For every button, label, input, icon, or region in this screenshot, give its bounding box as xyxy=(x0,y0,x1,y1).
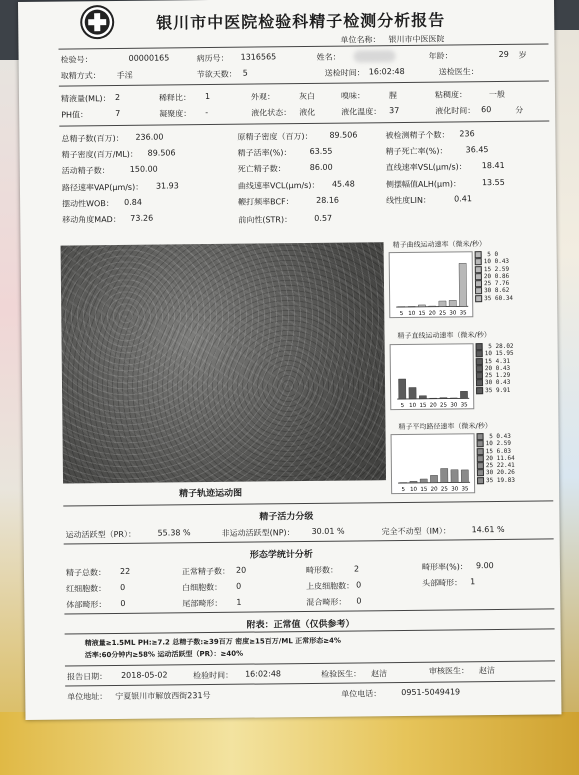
activity-rate-label: 精子活率(%)： xyxy=(237,148,292,158)
chart-vap-svg xyxy=(392,434,475,493)
chart-vsl-svg xyxy=(391,344,474,409)
chart-bar xyxy=(430,398,437,399)
age-unit: 岁 xyxy=(518,50,527,60)
abnormal-label: 畸形数： xyxy=(305,565,339,576)
divider xyxy=(65,680,555,686)
abnormal-value: 2 xyxy=(353,564,360,574)
image-caption: 精子轨迹运动图 xyxy=(179,488,243,500)
reference-line1: 精液量≥1.5ML PH:≥7.2 总精子数:≥39百万 密度≥15百万/ML 正常形态≥4% xyxy=(84,636,341,648)
chart-bar xyxy=(400,482,407,483)
np-value: 30.01 % xyxy=(311,526,345,536)
chart-tick-label: 25 xyxy=(440,486,448,493)
legend-entry xyxy=(475,295,513,303)
chart-bar xyxy=(398,306,405,307)
background-bottom xyxy=(0,712,579,775)
chart-title-vsl: 精子直线运动速率（微米/秒） xyxy=(397,331,491,341)
hospital-logo-icon xyxy=(80,5,114,39)
abstinence-label: 节欲天数： xyxy=(196,69,237,80)
legend-swatch xyxy=(477,462,484,469)
report-paper xyxy=(18,0,561,720)
divider xyxy=(63,500,553,506)
chart-tick-label: 15 xyxy=(419,402,427,409)
chart-bar xyxy=(451,470,458,483)
normal-value: 20 xyxy=(235,565,247,575)
mad-label: 移动角度MAD： xyxy=(62,214,121,225)
head-label: 头部畸形： xyxy=(422,578,463,588)
total-label: 总精子数(百万)： xyxy=(61,133,124,144)
chart-tick-label: 30 xyxy=(450,402,458,409)
legend-text: 30 20.26 xyxy=(485,469,515,477)
method-label: 取精方式： xyxy=(60,71,101,81)
chart-bar xyxy=(408,306,415,307)
appearance-label: 外观： xyxy=(250,92,276,102)
bcf-value: 28.16 xyxy=(316,195,340,205)
morphology-title: 形态学统计分析 xyxy=(249,549,313,561)
test-doctor-label: 检验医生： xyxy=(321,669,362,679)
chart-tick-label: 10 xyxy=(409,402,417,409)
chart-bar xyxy=(429,306,436,307)
active-count-label: 活动精子数： xyxy=(61,166,110,176)
sample-no: 00000165 xyxy=(128,53,170,63)
liq-time-value: 60 xyxy=(481,105,492,115)
legend-swatch xyxy=(475,295,482,302)
chart-tick-label: 20 xyxy=(429,402,437,409)
phone-value: 0951-5049419 xyxy=(401,687,461,698)
legend-swatch xyxy=(475,266,482,273)
viscosity-value: 一般 xyxy=(488,89,506,100)
liquefaction-label: 液化状态： xyxy=(251,108,292,118)
lin-value: 0.41 xyxy=(454,194,472,204)
tail-label: 尾部畸形： xyxy=(182,598,223,609)
im-value: 14.61 % xyxy=(471,524,505,535)
chart-tick-label: 30 xyxy=(449,310,457,317)
chart-tick-label: 35 xyxy=(461,486,469,493)
chart-title-vap: 精子平均路径速率（微米/秒） xyxy=(398,422,492,432)
divider xyxy=(64,608,554,614)
mixed-value: 0 xyxy=(356,596,362,606)
report-time-label: 报告日期： xyxy=(67,672,108,682)
liq-temp-label: 液化温度： xyxy=(341,107,382,117)
unit-label: 单位名称： xyxy=(340,35,381,45)
chart-tick-label: 5 xyxy=(400,402,405,410)
rbc-label: 红细胞数： xyxy=(66,584,107,594)
chart-bar xyxy=(461,470,468,483)
reference-line2: 活率:60分钟内≥58% 运动活跃型（PR）：≥40% xyxy=(84,649,244,660)
legend-swatch xyxy=(476,365,483,372)
test-time-value: 16:02:48 xyxy=(245,669,282,679)
reference-title: 附表：正常值（仅供参考） xyxy=(246,619,355,631)
dilution-value: 1 xyxy=(204,91,211,102)
legend-swatch xyxy=(475,258,482,265)
legend-text: 30 8.62 xyxy=(484,287,510,295)
chart-vcl-svg xyxy=(390,252,473,317)
orig-density-label: 原精子密度（百万)： xyxy=(237,131,313,142)
legend-swatch xyxy=(475,280,482,287)
detected-label: 被检测精子个数： xyxy=(385,130,450,141)
record-no: 1316565 xyxy=(240,52,277,62)
legend-text: 25 1.29 xyxy=(484,372,511,380)
abnormal-rate-label: 畸形率(%)： xyxy=(421,562,468,572)
chart-vsl xyxy=(390,343,475,410)
dead-count-label: 死亡精子数： xyxy=(237,164,286,174)
legend-text: 5 28.02 xyxy=(484,342,514,351)
chart-vcl-legend xyxy=(475,251,513,302)
chart-bar xyxy=(450,398,457,399)
chart-tick-label: 5 xyxy=(401,486,406,494)
detected-value: 236 xyxy=(459,129,475,139)
legend-text: 20 11.64 xyxy=(485,454,515,463)
str-label: 前向性(STR)： xyxy=(238,215,293,225)
age-label: 年龄： xyxy=(428,51,453,61)
wob-value: 0.84 xyxy=(124,197,142,207)
chart-tick-label: 20 xyxy=(430,486,438,493)
pr-value: 55.38 % xyxy=(157,528,191,538)
legend-swatch xyxy=(476,343,483,350)
liq-temp-value: 37 xyxy=(389,106,400,116)
chart-tick-label: 35 xyxy=(460,402,468,409)
activity-rate-value: 63.55 xyxy=(309,146,333,156)
volume-value: 2 xyxy=(114,92,121,102)
legend-swatch xyxy=(477,433,484,440)
morph-total-value: 22 xyxy=(119,566,131,576)
alh-value: 13.55 xyxy=(481,177,505,188)
ph-label: PH值： xyxy=(61,110,89,120)
head-value: 1 xyxy=(470,577,476,587)
chart-vsl-legend xyxy=(476,343,514,394)
legend-text: 20 0.43 xyxy=(484,364,511,373)
chart-bar xyxy=(419,396,426,399)
chart-tick-label: 35 xyxy=(459,310,467,317)
legend-swatch xyxy=(476,372,483,379)
chart-bar xyxy=(459,263,467,306)
chart-bar xyxy=(449,300,456,306)
total-value: 236.00 xyxy=(135,132,164,142)
legend-text: 15 6.03 xyxy=(485,447,512,455)
chart-title-vcl: 精子曲线运动速率（微米/秒） xyxy=(392,240,486,250)
rbc-value: 0 xyxy=(120,582,126,592)
legend-text: 35 19.83 xyxy=(485,476,515,484)
epith-value: 0 xyxy=(356,580,362,590)
sample-no-label: 检验号： xyxy=(60,55,93,65)
legend-text: 35 9.91 xyxy=(485,386,511,394)
legend-swatch xyxy=(475,288,482,295)
viscosity-label: 粘稠度： xyxy=(434,90,468,100)
density-value: 89.506 xyxy=(147,148,176,158)
chart-bar xyxy=(409,387,416,398)
orig-density-value: 89.506 xyxy=(329,130,358,140)
chart-bar xyxy=(418,305,425,307)
ph-value: 7 xyxy=(115,108,121,118)
chart-bar xyxy=(410,481,417,483)
chart-bar xyxy=(430,475,437,482)
wbc-label: 白细胞数： xyxy=(182,582,223,593)
legend-swatch xyxy=(477,448,484,455)
legend-entry xyxy=(476,387,514,395)
death-rate-label: 精子死亡率(%)： xyxy=(385,146,448,157)
vcl-value: 45.48 xyxy=(331,179,355,189)
chart-vap-legend xyxy=(477,433,515,484)
alh-label: 侧摆幅值ALH(μm)： xyxy=(385,179,462,190)
im-label: 完全不动型（IM）： xyxy=(381,526,451,537)
np-label: 非运动活跃型(NP)： xyxy=(221,528,295,538)
liquefaction-value: 液化 xyxy=(299,107,316,118)
dilution-label: 稀释比： xyxy=(158,93,192,103)
legend-text: 15 2.59 xyxy=(483,265,510,273)
legend-entry xyxy=(477,477,515,485)
legend-text: 25 7.76 xyxy=(483,280,510,288)
liq-time-label: 液化时间： xyxy=(435,106,476,116)
legend-swatch xyxy=(477,455,484,462)
tail-value: 1 xyxy=(236,597,242,607)
divider xyxy=(59,80,549,86)
legend-swatch xyxy=(475,273,482,280)
dead-count-value: 86.00 xyxy=(309,162,333,172)
chart-bar xyxy=(441,468,448,482)
vsl-label: 直线速率VSL(μm/s)： xyxy=(385,162,467,173)
legend-text: 15 4.31 xyxy=(484,357,511,365)
legend-text: 5 0 xyxy=(483,250,499,259)
abnormal-rate-value: 9.00 xyxy=(475,561,494,571)
report-title: 银川市中医院检验科精子检测分析报告 xyxy=(156,10,446,33)
unit-name: 银川市中医医院 xyxy=(388,34,445,45)
review-doctor-value: 赵洁 xyxy=(478,666,496,676)
chart-bar xyxy=(440,398,447,399)
str-value: 0.57 xyxy=(314,213,333,223)
chart-bar xyxy=(420,479,427,483)
chart-tick-label: 25 xyxy=(440,402,448,409)
divider xyxy=(64,538,554,544)
chart-tick-label: 20 xyxy=(428,310,436,317)
report-time-value: 2018-05-02 xyxy=(121,670,168,680)
legend-swatch xyxy=(475,251,482,258)
pr-label: 运动活跃型（PR）： xyxy=(65,529,137,540)
age-value: 29 xyxy=(498,49,509,59)
chart-tick-label: 30 xyxy=(451,486,459,493)
motility-title: 精子活力分级 xyxy=(259,511,314,523)
legend-text: 10 0.43 xyxy=(483,258,510,266)
chart-tick-label: 15 xyxy=(418,310,426,317)
density-label: 精子密度(百万/ML)： xyxy=(61,149,138,160)
bcf-label: 鞭打频率BCF： xyxy=(238,197,294,207)
test-doctor-value: 赵洁 xyxy=(371,669,388,679)
chart-bar xyxy=(460,391,467,398)
mixed-label: 混合畸形： xyxy=(306,597,347,608)
chart-tick-label: 15 xyxy=(420,486,428,493)
legend-text: 25 22.41 xyxy=(485,462,515,470)
legend-text: 10 15.95 xyxy=(484,350,514,358)
legend-swatch xyxy=(477,440,484,447)
chart-tick-label: 10 xyxy=(408,310,416,317)
vap-label: 路径速率VAP(μm/s)： xyxy=(61,182,144,193)
abstinence-value: 5 xyxy=(242,68,248,78)
phone-label: 单位电话： xyxy=(341,689,382,699)
smell-value: 腥 xyxy=(388,91,398,101)
legend-text: 35 60.34 xyxy=(484,294,514,302)
address-value: 宁夏银川市解放西街231号 xyxy=(115,691,211,702)
chart-bar xyxy=(439,301,446,307)
legend-text: 30 0.43 xyxy=(484,379,511,387)
liq-time-unit: 分 xyxy=(515,105,524,115)
volume-label: 精液量(ML)： xyxy=(60,94,111,104)
chart-tick-label: 10 xyxy=(410,486,418,493)
chart-vap xyxy=(391,433,476,494)
legend-swatch xyxy=(476,350,483,357)
sperm-trajectory-image xyxy=(61,242,386,483)
divider xyxy=(58,43,548,49)
chart-vcl xyxy=(389,251,474,318)
lin-label: 线性度LIN： xyxy=(386,195,431,206)
vap-value: 31.93 xyxy=(155,181,179,191)
divider xyxy=(59,120,549,126)
appearance-value: 灰白 xyxy=(298,91,316,102)
address-label: 单位地址： xyxy=(67,692,108,702)
death-rate-value: 36.45 xyxy=(465,145,489,155)
legend-text: 20 0.86 xyxy=(483,272,510,281)
test-time-label: 检验时间： xyxy=(193,670,234,681)
send-time-value: 16:02:48 xyxy=(368,66,405,77)
record-label: 病历号： xyxy=(196,53,229,64)
body-label: 体部畸形： xyxy=(66,600,107,610)
legend-text: 5 0.43 xyxy=(485,432,511,441)
epith-label: 上皮细胞数： xyxy=(306,581,355,592)
name-label: 姓名： xyxy=(316,52,341,62)
agglutination-label: 凝聚度： xyxy=(159,109,192,119)
chart-tick-label: 25 xyxy=(439,310,447,317)
legend-swatch xyxy=(476,358,483,365)
legend-swatch xyxy=(476,387,483,394)
method-value: 手淫 xyxy=(116,70,133,80)
legend-swatch xyxy=(477,477,484,484)
agglutination-value: - xyxy=(205,108,209,118)
active-count-value: 150.00 xyxy=(129,164,158,174)
chart-tick-label: 5 xyxy=(399,310,404,318)
morph-total-label: 精子总数： xyxy=(65,568,107,578)
send-time-label: 送检时间： xyxy=(324,68,365,78)
wbc-value: 0 xyxy=(236,581,242,591)
chart-bar xyxy=(399,379,406,399)
vcl-label: 曲线速率VCL(μm/s)： xyxy=(237,180,320,191)
body-value: 0 xyxy=(120,598,126,608)
mad-value: 73.26 xyxy=(130,213,154,223)
vsl-value: 18.41 xyxy=(481,160,505,171)
legend-text: 10 2.59 xyxy=(485,440,511,448)
review-doctor-label: 审核医生： xyxy=(428,666,470,676)
legend-swatch xyxy=(477,470,484,477)
smell-label: 嗅味： xyxy=(340,91,366,101)
send-doctor-label: 送检医生： xyxy=(438,67,479,77)
name-redacted xyxy=(354,50,396,62)
wob-label: 摆动性WOB： xyxy=(62,199,114,209)
legend-swatch xyxy=(476,380,483,387)
normal-label: 正常精子数： xyxy=(181,566,231,577)
